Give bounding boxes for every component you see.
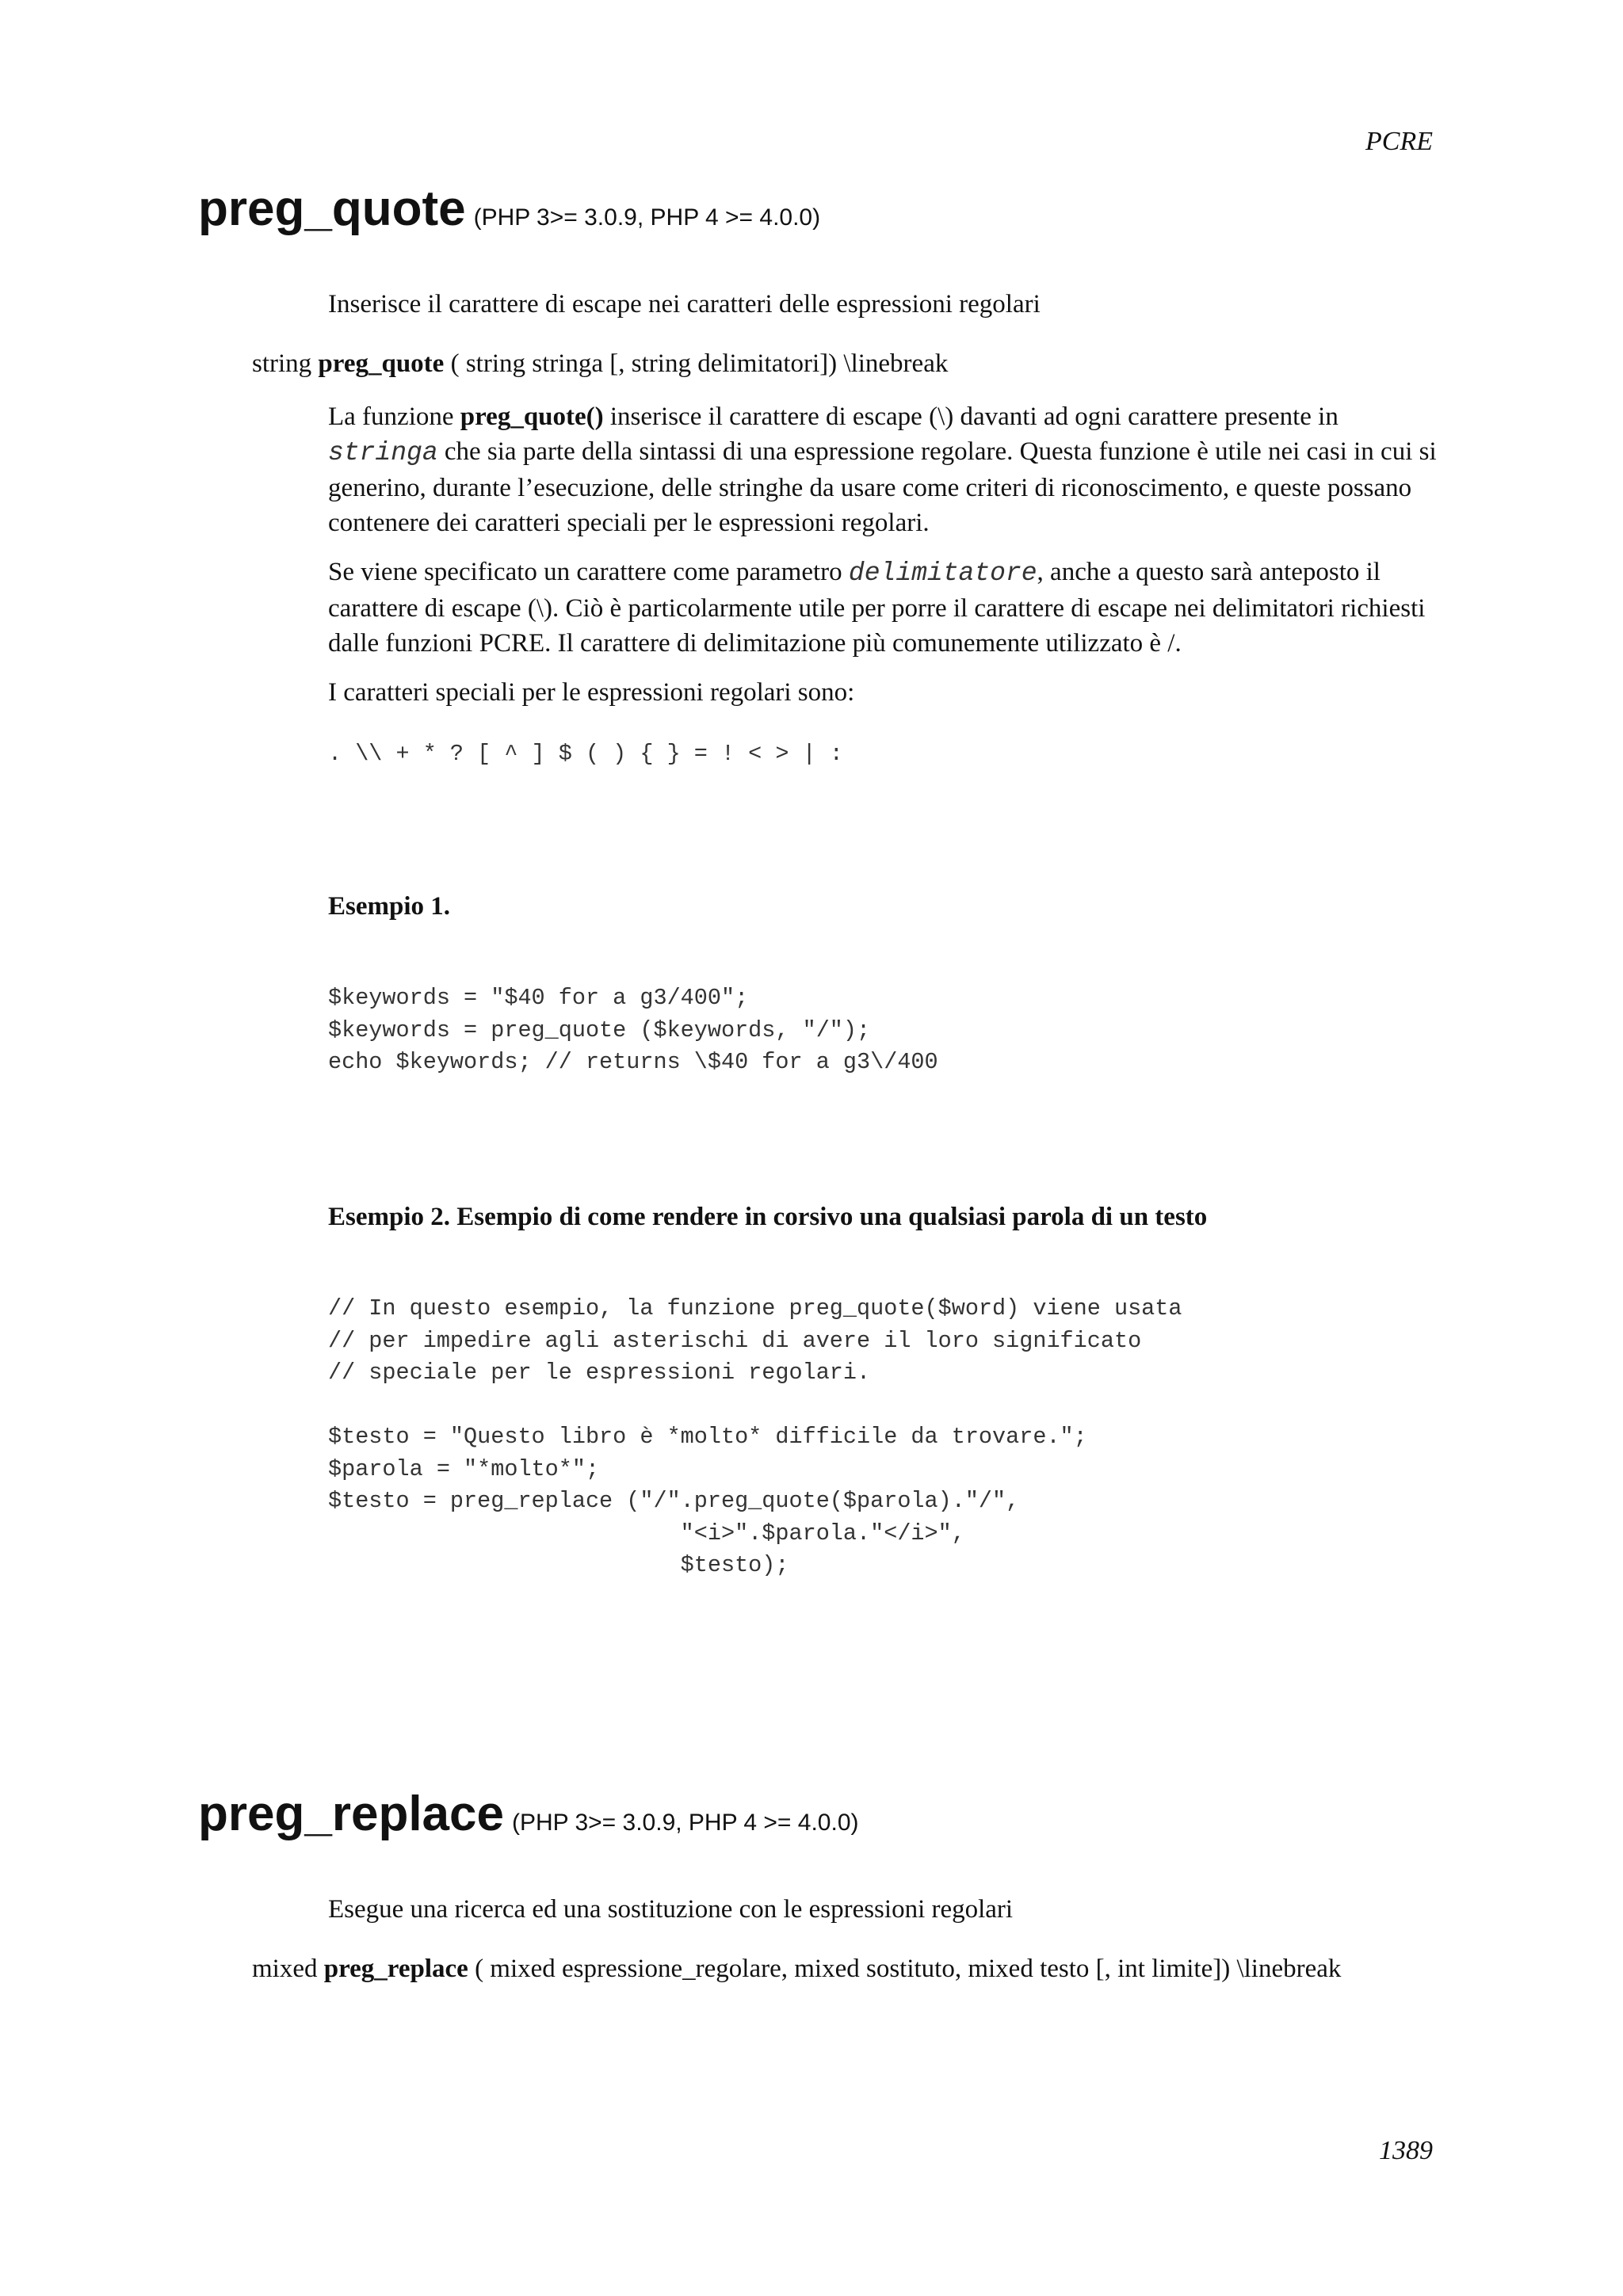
text-run: La funzione — [328, 402, 460, 431]
function-synopsis — [252, 349, 948, 379]
function-synopsis — [252, 1955, 1341, 1984]
synopsis-params: ( string stringa [, string delimitatori]) \linebreak — [450, 349, 949, 378]
function-name: preg_replace — [198, 1787, 504, 1841]
page-number: 1389 — [1379, 2136, 1433, 2165]
function-summary: Esegue una ricerca ed una sostituzione con le espressioni regolari — [328, 1895, 1014, 1924]
example-title: Esempio 1. — [328, 892, 451, 921]
synopsis-params: ( mixed espressione_regolare, mixed sostituto, mixed testo [, int limite]) \linebreak — [475, 1955, 1342, 1983]
function-version: (PHP 3>= 3.0.9, PHP 4 >= 4.0.0) — [473, 204, 821, 231]
text-run: Se viene specificato un carattere come parametro — [328, 558, 849, 586]
special-chars-listing: . \\ + * ? [ ^ ] $ ( ) { } = ! < > | : — [328, 741, 843, 767]
synopsis-return-type: string — [252, 349, 312, 378]
parameter-reference: delimitatore — [848, 559, 1037, 588]
text-run: , anche a questo sarà anteposto il carattere di escape (\). Ciò è particolarmente utile per porre il carattere di escape nei delimitatori richiesti dalle funzioni PCRE. Il carattere di delimitazione più comunemente utilizzato è /. — [328, 558, 1426, 658]
function-summary: Inserisce il carattere di escape nei caratteri delle espressioni regolari — [328, 290, 1041, 318]
parameter-reference: stringa — [328, 438, 438, 467]
function-reference: preg_quote() — [460, 402, 604, 431]
function-title — [198, 1786, 859, 1842]
function-name: preg_quote — [198, 181, 466, 236]
description-paragraph — [328, 399, 1438, 540]
example-code: $keywords = "$40 for a g3/400"; $keywords = preg_quote ($keywords, "/"); echo $keywords; // returns \$40 for a g3\/400 — [328, 985, 938, 1075]
function-title — [198, 181, 820, 237]
example-title: Esempio 2. Esempio di come rendere in corsivo una qualsiasi parola di un testo — [328, 1203, 1208, 1231]
synopsis-function-name: preg_quote — [318, 349, 445, 378]
description — [328, 399, 1438, 724]
function-version: (PHP 3>= 3.0.9, PHP 4 >= 4.0.0) — [512, 1810, 859, 1836]
running-header: PCRE — [1365, 127, 1433, 156]
description-paragraph — [328, 555, 1438, 661]
synopsis-function-name: preg_replace — [323, 1955, 468, 1983]
synopsis-return-type: mixed — [252, 1955, 318, 1983]
text-run: che sia parte della sintassi di una espressione regolare. Questa funzione è utile nei casi in cui si generino, durante l’esecuzione, delle stringhe da usare come criteri di riconoscimento, e queste possano contenere dei caratteri speciali per le espressioni regolari. — [328, 437, 1437, 537]
example-code: // In questo esempio, la funzione preg_quote($word) viene usata // per impedire agli asterischi di avere il loro significato // speciale per le espressioni regolari. $testo = "Questo libro è *molto* difficile da trovare."; $parola = "*molto*"; $testo = preg_replace ("/".preg_quote($parola)."/", "<i>".$parola."</i>", $testo); — [328, 1295, 1182, 1578]
text-run: inserisce il carattere di escape (\) davanti ad ogni carattere presente in — [603, 402, 1338, 431]
description-paragraph: I caratteri speciali per le espressioni regolari sono: — [328, 678, 855, 707]
